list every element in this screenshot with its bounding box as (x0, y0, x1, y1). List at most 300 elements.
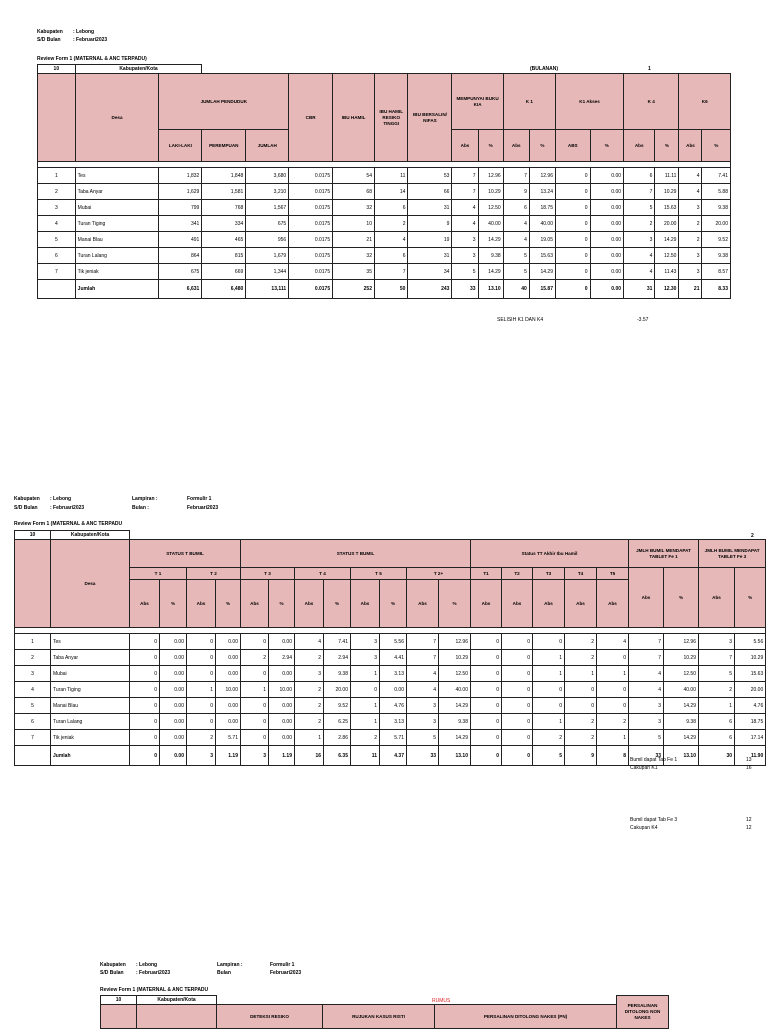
header-abs: Abs (679, 130, 702, 162)
header-abs: Abs (624, 130, 655, 162)
table-cell: 12.96 (439, 634, 471, 650)
table-cell: 14.29 (439, 698, 471, 714)
table-cell: 0 (130, 730, 160, 746)
table-cell: 1 (295, 730, 324, 746)
table-cell: 32 (333, 200, 375, 216)
table-cell: 956 (246, 232, 289, 248)
table-cell: 0.00 (269, 714, 295, 730)
header-non-nakes: PERSALINAN DITOLONG NON NAKES (617, 996, 669, 1029)
desa-cell: Turan Lalang (51, 714, 130, 730)
table-cell: 5 (407, 730, 439, 746)
header-jumlah: JUMLAH (246, 130, 289, 162)
table-cell: 0.0175 (289, 232, 333, 248)
table-cell: 30 (699, 746, 735, 766)
table-cell: 11.90 (735, 746, 766, 766)
note-label: Bumil dapat Tab Fe 1 (630, 757, 678, 763)
header-abs: Abs (452, 130, 478, 162)
desa-cell: Mubai (75, 200, 159, 216)
table-cell: 0.00 (160, 730, 187, 746)
table-cell: 0.0175 (289, 216, 333, 232)
table-cell: 5 (452, 264, 478, 280)
table-cell: 768 (202, 200, 246, 216)
table-cell: 0 (502, 730, 533, 746)
table-cell: 3,680 (246, 168, 289, 184)
header-k1-akses: K1 Akses (556, 74, 624, 130)
header-abs: Abs (241, 580, 269, 628)
table-cell: 0.00 (216, 634, 241, 650)
table-cell: 3 (241, 746, 269, 766)
table-cell: 7 (624, 184, 655, 200)
table-row (38, 216, 731, 232)
table-cell: 15.63 (655, 200, 679, 216)
table-cell: 0 (502, 714, 533, 730)
table-cell: 0 (556, 168, 591, 184)
note-label: Cakupan K1 (630, 765, 658, 771)
table-cell: 3.13 (380, 666, 407, 682)
table-cell: 20.00 (324, 682, 351, 698)
table-cell: 669 (202, 264, 246, 280)
table-cell: 0.00 (160, 634, 187, 650)
table-cell: 12.30 (655, 280, 679, 299)
table-cell: 14.29 (478, 264, 503, 280)
table-cell: 0 (241, 714, 269, 730)
table-cell: 7 (15, 730, 51, 746)
table-cell: 0.00 (216, 650, 241, 666)
table-cell: 3 (629, 714, 664, 730)
header-pct: % (735, 568, 766, 628)
table-cell: 1 (597, 730, 629, 746)
table-cell: 9.38 (702, 200, 731, 216)
table-cell: 14.29 (439, 730, 471, 746)
table-cell: 7 (452, 168, 478, 184)
table-cell: 7 (452, 184, 478, 200)
table-cell: 0 (187, 650, 216, 666)
table-cell: 14.29 (529, 264, 555, 280)
header-jumlah-penduduk: JUMLAH PENDUDUK (159, 74, 289, 130)
table-cell: 1 (533, 666, 565, 682)
table-cell (38, 280, 76, 299)
kab-kota-cell: Kabupaten/Kota (137, 996, 217, 1005)
note-value: 12 (746, 817, 752, 823)
header-pct: % (160, 580, 187, 628)
table-cell: 815 (202, 248, 246, 264)
table-cell: 0.00 (590, 232, 623, 248)
table-cell: 0 (533, 682, 565, 698)
table-cell: 243 (408, 280, 452, 299)
table-cell: 1,629 (159, 184, 202, 200)
table-cell: 12.96 (529, 168, 555, 184)
table-cell: 10.29 (735, 650, 766, 666)
table-cell: 0.00 (590, 184, 623, 200)
table-cell: 0 (556, 200, 591, 216)
header-t3: T 3 (241, 568, 295, 580)
bulan-value: Februari2023 (270, 970, 302, 976)
table-cell: 31 (408, 200, 452, 216)
table-cell: 4 (295, 634, 324, 650)
table-cell: 0 (471, 634, 502, 650)
note-value: 12 (746, 825, 752, 831)
table-cell: 2 (295, 682, 324, 698)
table-cell: 0.00 (590, 200, 623, 216)
table-cell: 12.96 (664, 634, 699, 650)
table-cell: 0.0175 (289, 184, 333, 200)
table-cell: 6 (374, 248, 407, 264)
header-pct: % (439, 580, 471, 628)
table-cell: 1.19 (269, 746, 295, 766)
kabupaten-label: Kabupaten (37, 29, 63, 35)
lampiran-value: Formulir 1 (270, 962, 295, 968)
table-cell: 2.94 (269, 650, 295, 666)
table-cell: 4 (38, 216, 76, 232)
table-cell: 0 (130, 714, 160, 730)
header-ibu-hamil: IBU HAMIL (333, 74, 375, 162)
header-abs: Abs (597, 580, 629, 628)
table-cell: 6.25 (324, 714, 351, 730)
table-row (38, 248, 731, 264)
header-tt5: T5 (597, 568, 629, 580)
table-cell: 54 (333, 168, 375, 184)
table-cell: 0 (471, 730, 502, 746)
table-cell: 7 (699, 650, 735, 666)
table-cell: 1 (565, 666, 597, 682)
table-cell: 4 (597, 634, 629, 650)
table-cell: 0.00 (380, 682, 407, 698)
table-cell: 5.88 (702, 184, 731, 200)
table-cell: 0 (533, 634, 565, 650)
header-abs: Abs (629, 568, 664, 628)
table-cell: 5 (629, 730, 664, 746)
table-cell: 4 (629, 682, 664, 698)
table-row (15, 682, 766, 698)
header-t4: T 4 (295, 568, 351, 580)
table-cell: 0.00 (160, 682, 187, 698)
table-cell: 864 (159, 248, 202, 264)
table-row (15, 730, 766, 746)
table-cell: 1,832 (159, 168, 202, 184)
table-cell: 1 (187, 682, 216, 698)
table-cell: 0 (597, 650, 629, 666)
table-cell: 0 (187, 634, 216, 650)
table-cell: 14.29 (655, 232, 679, 248)
table-cell: 2 (679, 216, 702, 232)
table-row (38, 168, 731, 184)
table-cell: 2 (38, 184, 76, 200)
table-cell: 35 (333, 264, 375, 280)
table-cell: 9.38 (324, 666, 351, 682)
header-abs: Abs (503, 130, 529, 162)
table-cell: 15.63 (529, 248, 555, 264)
code-cell: 10 (38, 65, 76, 74)
header-abs: Abs (699, 568, 735, 628)
table-cell: 18.75 (529, 200, 555, 216)
table-cell: 334 (202, 216, 246, 232)
table-cell: 40.00 (529, 216, 555, 232)
table-cell: 14.29 (478, 232, 503, 248)
table-row (15, 714, 766, 730)
header-t5: T 5 (351, 568, 407, 580)
table-cell: 0 (187, 666, 216, 682)
table-cell: 11 (374, 168, 407, 184)
table-cell: 2 (187, 730, 216, 746)
desa-cell: Tes (51, 634, 130, 650)
header-desa: Desa (51, 540, 130, 628)
table-cell: 0 (533, 698, 565, 714)
table-cell: 3 (624, 232, 655, 248)
table-cell: 10.29 (655, 184, 679, 200)
table-row (15, 666, 766, 682)
table-cell: 3 (407, 698, 439, 714)
table-cell: 3.13 (380, 714, 407, 730)
table-section-1 (37, 64, 731, 299)
table-cell: 0 (351, 682, 380, 698)
table-cell: 50 (374, 280, 407, 299)
table-row (15, 634, 766, 650)
rumus-label: RUMUS (432, 998, 451, 1004)
table-cell: 40 (503, 280, 529, 299)
table-cell: 0.00 (590, 248, 623, 264)
selisih-value: -3.57 (637, 317, 649, 323)
code-cell: 10 (101, 996, 137, 1005)
table-cell: 33 (629, 746, 664, 766)
table-cell: 0 (556, 280, 591, 299)
header-abs: Abs (407, 580, 439, 628)
page-number: 1 (648, 66, 651, 72)
desa-cell: Turan Tiging (75, 216, 159, 232)
table-cell: 9.38 (478, 248, 503, 264)
kabupaten-value: : Lebong (50, 496, 72, 502)
table-cell: 0 (502, 746, 533, 766)
bulan-value: Februari2023 (187, 505, 219, 511)
kabupaten-value: : Lebong (136, 962, 158, 968)
table-cell: 17.14 (735, 730, 766, 746)
table-cell: 0 (130, 746, 160, 766)
desa-cell: Turan Lalang (75, 248, 159, 264)
table-cell: 14.29 (664, 730, 699, 746)
review-title: Review Form 1 (MATERNAL & ANC TERPADU) (37, 56, 147, 62)
table-cell: 8.33 (702, 280, 731, 299)
table-cell: 68 (333, 184, 375, 200)
kab-kota-cell: Kabupaten/Kota (51, 531, 130, 540)
table-cell: 6,631 (159, 280, 202, 299)
header-abs: Abs (130, 580, 160, 628)
table-cell: 2 (295, 650, 324, 666)
table-cell: 1 (699, 698, 735, 714)
bulan-label: Bulan : (132, 505, 149, 511)
table-cell: 2 (565, 730, 597, 746)
table-cell: 6 (503, 200, 529, 216)
table-cell: 0 (471, 650, 502, 666)
table-cell: 5.71 (216, 730, 241, 746)
table-cell: 0 (130, 682, 160, 698)
desa-cell: Manai Blau (75, 232, 159, 248)
table-section-2 (14, 530, 766, 766)
table-cell: 5 (699, 666, 735, 682)
table-cell: 0 (241, 698, 269, 714)
header-kia: MEMPUNYAI BUKU KIA (452, 74, 503, 130)
table-cell: 19.05 (529, 232, 555, 248)
table-cell: 1 (38, 168, 76, 184)
table-cell: 1 (533, 650, 565, 666)
header-pct: % (216, 580, 241, 628)
table-cell: 4 (503, 232, 529, 248)
table-cell: 0 (556, 232, 591, 248)
table-cell: 0.00 (160, 714, 187, 730)
header-abs: Abs (471, 580, 502, 628)
table-cell: 1 (241, 682, 269, 698)
table-cell: 0.00 (160, 650, 187, 666)
kab-kota-cell: Kabupaten/Kota (75, 65, 202, 74)
table-cell: 3 (452, 232, 478, 248)
table-cell: 0.00 (590, 280, 623, 299)
table-cell: 21 (333, 232, 375, 248)
table-cell: 11.11 (655, 168, 679, 184)
table-cell: 1 (351, 666, 380, 682)
table-cell: 252 (333, 280, 375, 299)
table-cell: 34 (408, 264, 452, 280)
table-cell: 0.00 (160, 698, 187, 714)
table-cell: 5.56 (380, 634, 407, 650)
table-cell: 4.37 (380, 746, 407, 766)
table-cell: 1 (351, 698, 380, 714)
table-cell: 13.10 (439, 746, 471, 766)
table-cell: 10.29 (664, 650, 699, 666)
table-cell: 13.10 (664, 746, 699, 766)
table-cell: 10.00 (216, 682, 241, 698)
table-cell: 1,581 (202, 184, 246, 200)
bulanan-label: (BULANAN) (530, 66, 559, 72)
table-cell: 0 (502, 634, 533, 650)
table-cell: 9.38 (702, 248, 731, 264)
table-cell: 7 (629, 650, 664, 666)
table-cell: 5 (624, 200, 655, 216)
table-cell: 4 (679, 184, 702, 200)
table-cell: 4 (679, 168, 702, 184)
table-cell: 4 (624, 264, 655, 280)
header-pct: % (529, 130, 555, 162)
table-cell: 2 (624, 216, 655, 232)
header-persalinan: PERSALINAN DITOLONG NAKES (PN) (435, 1005, 617, 1029)
sd-bulan-label: S/D Bulan (14, 505, 38, 511)
table-cell: 2 (533, 730, 565, 746)
header-tt2: T2 (502, 568, 533, 580)
table-cell: 16 (295, 746, 324, 766)
table-cell: 7.41 (702, 168, 731, 184)
desa-cell: Mubai (51, 666, 130, 682)
table-cell: 0.0175 (289, 264, 333, 280)
header-tt4: T4 (565, 568, 597, 580)
kabupaten-label: Kabupaten (100, 962, 126, 968)
table-cell: 0.00 (216, 666, 241, 682)
table-cell: 4 (503, 216, 529, 232)
table-cell: 1.19 (216, 746, 241, 766)
page-number: 2 (751, 533, 754, 539)
table-cell: 14.29 (664, 698, 699, 714)
desa-cell: Tik jeniak (75, 264, 159, 280)
table-cell: 13.10 (478, 280, 503, 299)
table-cell: 6 (15, 714, 51, 730)
desa-cell: Jumlah (75, 280, 159, 299)
table-row (38, 184, 731, 200)
table-cell: 2 (597, 714, 629, 730)
table-cell: 0 (241, 634, 269, 650)
table-cell: 2.94 (324, 650, 351, 666)
table-cell: 3 (629, 698, 664, 714)
table-cell: 0 (502, 698, 533, 714)
table-cell: 4 (624, 248, 655, 264)
table-cell: 7 (38, 264, 76, 280)
table-cell: 4.76 (380, 698, 407, 714)
table-cell: 32 (333, 248, 375, 264)
table-cell: 15.87 (529, 280, 555, 299)
table-cell: 13.24 (529, 184, 555, 200)
table-cell: 5 (15, 698, 51, 714)
table-cell: 0 (556, 216, 591, 232)
table-cell: 0 (241, 730, 269, 746)
table-cell: 11 (351, 746, 380, 766)
header-pct: % (380, 580, 407, 628)
desa-cell: Tik jeniak (51, 730, 130, 746)
desa-cell: Tes (75, 168, 159, 184)
table-row (38, 200, 731, 216)
table-cell: 9 (408, 216, 452, 232)
table-cell: 40.00 (478, 216, 503, 232)
table-cell: 2 (15, 650, 51, 666)
table-cell: 7.41 (324, 634, 351, 650)
table-cell: 9.38 (439, 714, 471, 730)
header-abs: Abs (533, 580, 565, 628)
table-cell: 0 (556, 248, 591, 264)
table-cell: 465 (202, 232, 246, 248)
selisih-label: SELISIH K1 DAN K4 (497, 317, 544, 323)
bulan-label: Bulan (217, 970, 231, 976)
table-cell: 5.71 (380, 730, 407, 746)
header-abs: Abs (187, 580, 216, 628)
table-cell: 1 (351, 714, 380, 730)
table-cell: 1,679 (246, 248, 289, 264)
header-perempuan: PEREMPUAN (202, 130, 246, 162)
header-abs: Abs (295, 580, 324, 628)
header-fe1: JMLH BUMIL MENDAPAT TABLET Fe 1 (629, 540, 699, 568)
table-cell: 0 (597, 682, 629, 698)
table-cell: 799 (159, 200, 202, 216)
table-cell: 9.52 (324, 698, 351, 714)
table-cell: 0.0175 (289, 200, 333, 216)
sd-bulan-label: S/D Bulan (100, 970, 124, 976)
table-cell: 4 (407, 666, 439, 682)
lampiran-value: Formulir 1 (187, 496, 212, 502)
table-cell: 6 (374, 200, 407, 216)
note-label: Bumil dapat Tab Fe 3 (630, 817, 678, 823)
table-cell: 9 (503, 184, 529, 200)
table-cell: 1 (533, 714, 565, 730)
table-cell: 0 (471, 682, 502, 698)
table-cell: 11.43 (655, 264, 679, 280)
table-cell: 7 (374, 264, 407, 280)
sd-bulan-value: : Februari2023 (73, 37, 108, 43)
table-cell: 0 (556, 184, 591, 200)
table-cell: 9 (565, 746, 597, 766)
header-bersalin: IBU BERSALIN/ NIFAS (408, 74, 452, 162)
table-cell: 1 (597, 666, 629, 682)
table-cell: 12.96 (478, 168, 503, 184)
note-label: Cakupan K4 (630, 825, 658, 831)
table-cell: 0.00 (269, 634, 295, 650)
table-cell (15, 746, 51, 766)
table-cell: 0.0175 (289, 248, 333, 264)
table-cell: 6 (624, 168, 655, 184)
kabupaten-label: Kabupaten (14, 496, 40, 502)
header-pct: % (655, 130, 679, 162)
